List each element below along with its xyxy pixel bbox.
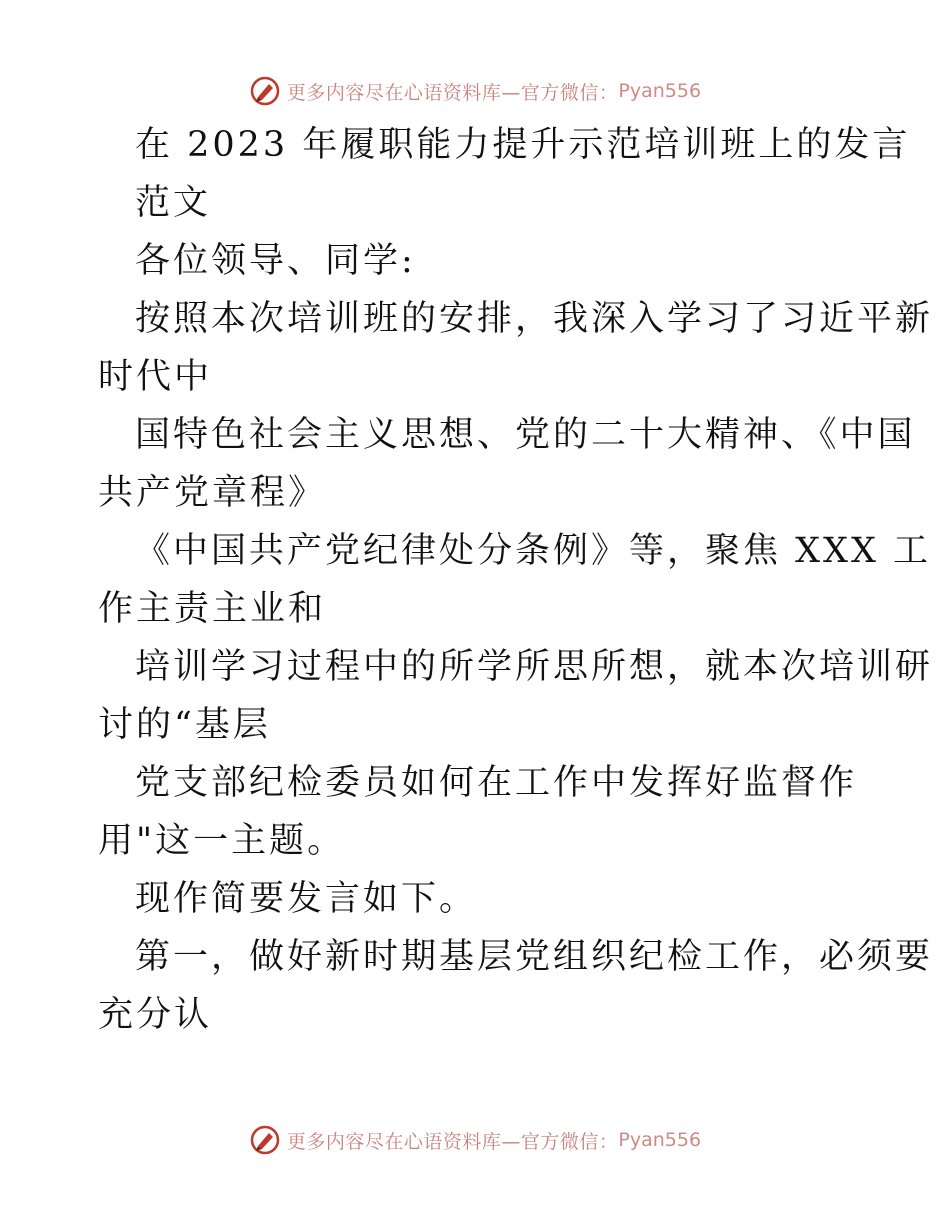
document-line: 培训学习过程中的所学所思所想，就本次培训研: [135, 647, 934, 687]
document-line: 作主责主业和: [98, 589, 327, 629]
document-line: 在 2023 年履职能力提升示范培训班上的发言: [135, 125, 911, 165]
document-line: 按照本次培训班的安排，我深入学习了习近平新: [135, 299, 934, 339]
footer-watermark: [0, 1120, 950, 1160]
pen-logo-icon: [249, 75, 281, 107]
document-line: 第一，做好新时期基层党组织纪检工作，必须要: [135, 937, 934, 977]
watermark-text: 更多内容尽在心语资料库—官方微信：: [286, 81, 619, 104]
document-line: 范文: [135, 183, 212, 223]
watermark-text: 更多内容尽在心语资料库—官方微信：: [286, 1130, 619, 1153]
document-line: 现作简要发言如下。: [135, 879, 478, 919]
watermark-handle: Pyan556: [618, 1129, 702, 1151]
document-line: 时代中: [98, 357, 213, 397]
watermark-handle: Pyan556: [618, 80, 702, 102]
document-line: 讨的“基层: [98, 705, 271, 745]
header-watermark: [0, 71, 950, 111]
document-line: 充分认: [98, 995, 213, 1035]
document-line: 国特色社会主义思想、党的二十大精神、《中国: [135, 415, 916, 455]
document-line: 党支部纪检委员如何在工作中发挥好监督作: [135, 763, 858, 803]
document-body: [98, 116, 934, 1044]
document-line: 《中国共产党纪律处分条例》等，聚焦 XXX 工: [135, 531, 932, 571]
document-line: 共产党章程》: [98, 473, 327, 513]
pen-logo-icon: [249, 1124, 281, 1156]
document-line: 用"这一主题。: [98, 821, 346, 861]
document-line: 各位领导、同学:: [135, 241, 416, 281]
